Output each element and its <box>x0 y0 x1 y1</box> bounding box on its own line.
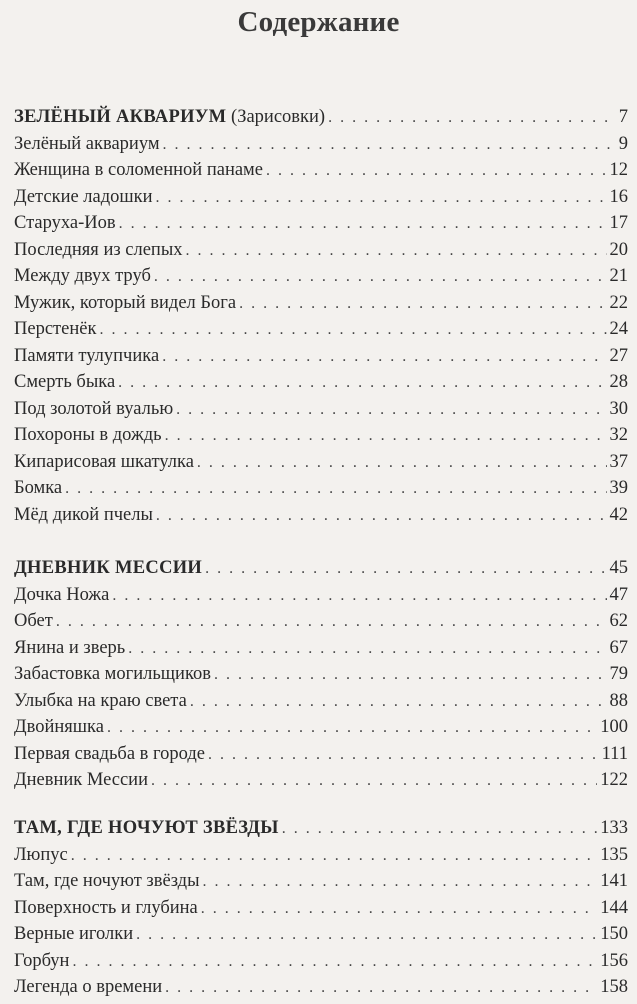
leader-dots <box>136 926 597 944</box>
toc-entry[interactable] <box>14 977 628 1004</box>
entry-title: Детские ладошки <box>14 186 153 207</box>
toc-section-heading[interactable] <box>14 818 628 845</box>
page-number: 22 <box>609 292 628 313</box>
toc-entry[interactable] <box>14 187 628 214</box>
entry-title: Верные иголки <box>14 924 134 944</box>
toc-entry[interactable] <box>14 845 628 872</box>
toc-entry[interactable] <box>14 611 628 638</box>
toc-entry[interactable] <box>14 319 628 346</box>
entry-title: Люпус <box>14 844 68 865</box>
toc-entry[interactable] <box>14 871 628 898</box>
leader-dots <box>239 295 606 313</box>
leader-dots <box>190 693 607 711</box>
leader-dots <box>128 640 606 658</box>
page-number: 20 <box>609 239 628 260</box>
section-name: ЗЕЛЁНЫЙ АКВАРИУМ <box>14 107 227 127</box>
toc-entry[interactable] <box>14 240 628 267</box>
page-number: 16 <box>609 186 628 207</box>
section-name: ТАМ, ГДЕ НОЧУЮТ ЗВЁЗДЫ <box>14 818 279 838</box>
entry-title: Дневник Мессии <box>14 770 148 790</box>
section-title <box>14 818 279 839</box>
leader-dots <box>201 900 597 918</box>
page-number: 135 <box>600 844 628 865</box>
toc-entry[interactable] <box>14 478 628 505</box>
entry-title: Женщина в соломенной панаме <box>14 160 263 180</box>
page-number: 30 <box>609 398 628 419</box>
leader-dots <box>162 348 606 366</box>
page-number: 141 <box>600 871 628 891</box>
entry-title: Янина и зверь <box>14 637 126 658</box>
toc-entry[interactable] <box>14 425 628 452</box>
entry-title: Зелёный аквариум <box>14 133 160 154</box>
page-number: 27 <box>609 345 628 366</box>
entry-title: Под золотой вуалью <box>14 398 174 419</box>
entry-title: Бомка <box>14 478 63 498</box>
toc-entry[interactable] <box>14 505 628 532</box>
page-number: 42 <box>609 504 628 525</box>
page-number: 24 <box>609 319 628 339</box>
leader-dots <box>208 746 599 764</box>
page-title: Содержание <box>237 6 400 38</box>
entry-title: Дочка Ножа <box>14 584 110 605</box>
page-number: 156 <box>600 950 628 971</box>
entry-title: Мужик, который видел Бога <box>14 292 237 313</box>
leader-dots <box>118 374 606 392</box>
page-number: 12 <box>609 160 628 180</box>
entry-title: Двойняшка <box>14 717 104 737</box>
toc-section-green-aquarium <box>14 107 628 531</box>
toc-entry[interactable] <box>14 664 628 691</box>
page-number: 144 <box>600 897 628 918</box>
page-number: 62 <box>609 611 628 631</box>
section-title <box>14 558 202 579</box>
entry-title: Обет <box>14 611 53 631</box>
toc-entry[interactable] <box>14 744 628 771</box>
page-number: 150 <box>600 924 628 944</box>
entry-title: Первая свадьба в городе <box>14 743 205 764</box>
toc-entry[interactable] <box>14 452 628 479</box>
page-number: 28 <box>609 372 628 392</box>
section-title <box>14 107 325 128</box>
entry-title: Забастовка могильщиков <box>14 664 211 684</box>
entry-title: Улыбка на краю света <box>14 690 187 711</box>
page-number: 39 <box>609 478 628 498</box>
leader-dots <box>151 772 597 790</box>
page-number: 9 <box>618 133 628 154</box>
entry-title: Легенда о времени <box>14 977 163 997</box>
leader-dots <box>154 268 607 286</box>
entry-title: Между двух труб <box>14 266 151 286</box>
toc-entry[interactable] <box>14 372 628 399</box>
toc-entry[interactable] <box>14 924 628 951</box>
entry-title: Последняя из слепых <box>14 239 183 260</box>
page-number: 45 <box>609 558 628 578</box>
entry-title: Памяти тулупчика <box>14 345 160 366</box>
page-number: 7 <box>618 107 628 127</box>
leader-dots <box>214 666 607 684</box>
page-number: 100 <box>600 717 628 737</box>
leader-dots <box>112 587 606 605</box>
entry-title: Смерть быка <box>14 372 116 392</box>
page-number: 17 <box>609 213 628 233</box>
page-number: 47 <box>609 584 628 605</box>
entry-title: Кипарисовая шкатулка <box>14 451 194 472</box>
toc-entry[interactable] <box>14 770 628 797</box>
leader-dots <box>156 507 607 525</box>
toc-section-where-stars-sleep <box>14 818 628 1004</box>
leader-dots <box>71 847 598 865</box>
page-number: 88 <box>609 690 628 711</box>
leader-dots <box>205 560 606 578</box>
toc-entry[interactable] <box>14 691 628 718</box>
entry-title: Перстенёк <box>14 319 97 339</box>
toc-entry[interactable] <box>14 951 628 978</box>
page-number: 133 <box>600 818 628 838</box>
toc-entry[interactable] <box>14 293 628 320</box>
leader-dots <box>282 820 598 838</box>
entry-title: Поверхность и глубина <box>14 897 198 918</box>
page-number: 111 <box>601 743 628 764</box>
toc-entry[interactable] <box>14 638 628 665</box>
section-name: ДНЕВНИК МЕССИИ <box>14 558 203 578</box>
page-number: 37 <box>609 451 628 472</box>
entry-title: Старуха-Иов <box>14 213 116 233</box>
entry-title: Мёд дикой пчелы <box>14 504 153 525</box>
leader-dots <box>266 162 607 180</box>
toc-entry[interactable] <box>14 585 628 612</box>
page-number: 79 <box>609 664 628 684</box>
leader-dots <box>156 189 607 207</box>
page-number: 21 <box>609 266 628 286</box>
toc-entry[interactable] <box>14 266 628 293</box>
leader-dots <box>328 109 616 127</box>
leader-dots <box>165 427 607 445</box>
page-number: 158 <box>600 977 628 997</box>
leader-dots <box>72 953 597 971</box>
leader-dots <box>176 401 606 419</box>
leader-dots <box>99 321 606 339</box>
leader-dots <box>163 136 616 154</box>
leader-dots <box>56 613 607 631</box>
toc-section-messiah-diary <box>14 558 628 797</box>
leader-dots <box>203 873 598 891</box>
toc-entry[interactable] <box>14 160 628 187</box>
toc-entry[interactable] <box>14 717 628 744</box>
leader-dots <box>197 454 607 472</box>
leader-dots <box>107 719 597 737</box>
entry-title: Похороны в дождь <box>14 425 162 445</box>
toc-section-heading[interactable] <box>14 558 628 585</box>
leader-dots <box>165 979 597 997</box>
toc-entry[interactable] <box>14 213 628 240</box>
leader-dots <box>186 242 607 260</box>
page-number: 32 <box>609 425 628 445</box>
entry-title: Там, где ночуют звёзды <box>14 871 200 891</box>
page-number: 67 <box>609 637 628 658</box>
toc-entry[interactable] <box>14 346 628 373</box>
toc-entry[interactable] <box>14 399 628 426</box>
leader-dots <box>119 215 607 233</box>
leader-dots <box>65 480 606 498</box>
toc-entry[interactable] <box>14 898 628 925</box>
toc-entry[interactable] <box>14 134 628 161</box>
entry-title: Горбун <box>14 950 70 971</box>
page-number: 122 <box>600 770 628 790</box>
section-note: (Зарисовки) <box>231 107 326 127</box>
toc-section-heading[interactable] <box>14 107 628 134</box>
